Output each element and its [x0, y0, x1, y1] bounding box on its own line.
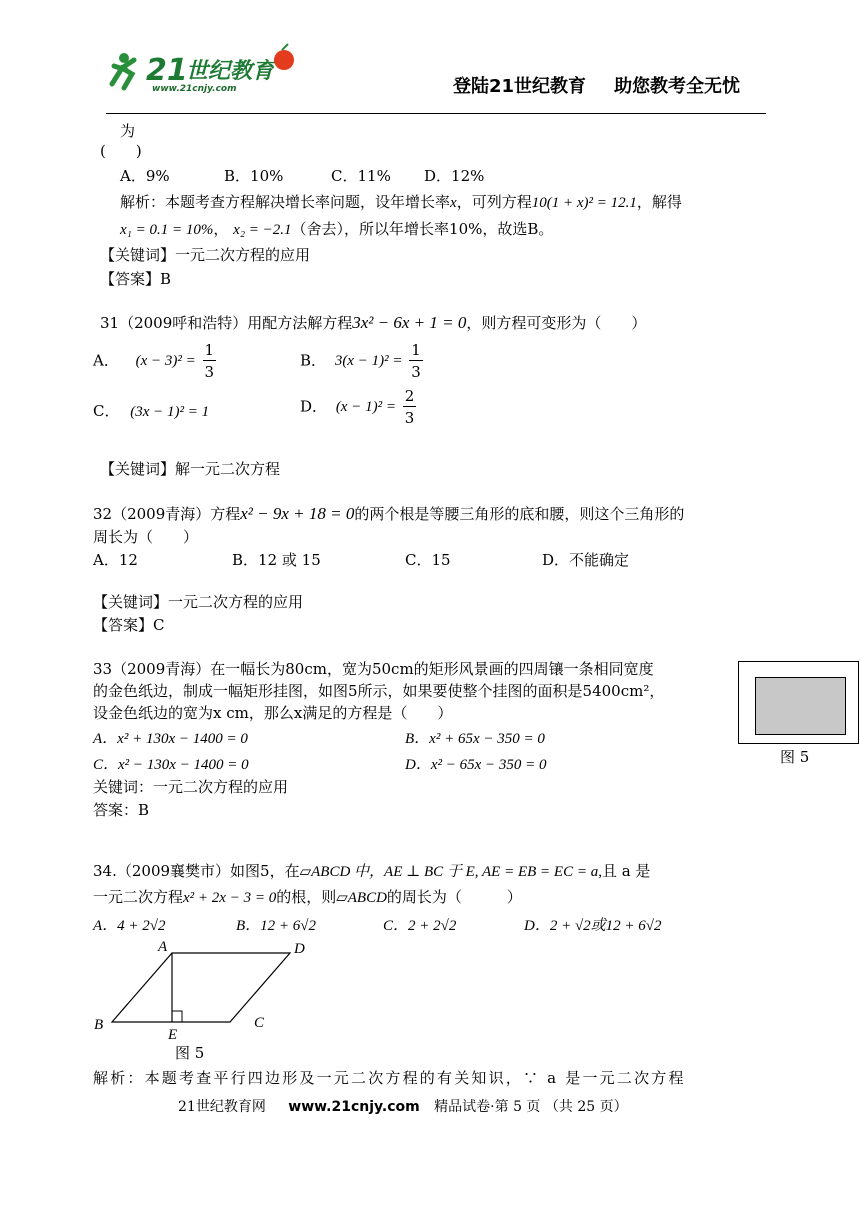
q31-option-b-lhs: 3(x − 1)² =: [334, 353, 403, 369]
q32-option-b: B．12 或 15: [232, 551, 321, 569]
q32-equation: x² − 9x + 18 = 0: [240, 504, 355, 523]
q32-stem-suffix: 的两个根是等腰三角形的底和腰，则这个三角形的: [354, 505, 685, 523]
page-footer: [178, 1096, 628, 1116]
right-angle-mark: [172, 1011, 182, 1022]
q34-parallelogram-figure: [90, 935, 305, 1045]
q34-option-b: B．12 + 6√2: [236, 918, 317, 934]
vertex-label-b: B: [94, 1017, 104, 1033]
q31-equation: 3x² − 6x + 1 = 0: [352, 313, 467, 332]
q30-solution-x1: x₁ = 0.1 = 10%: [120, 222, 214, 238]
q34-figure-caption: 图 5: [175, 1044, 205, 1062]
q30-analysis-prefix: 解析：本题考查方程解决增长率问题，设年增长率: [120, 193, 451, 211]
q31-keyword: 【关键词】解一元二次方程: [100, 460, 281, 478]
q31-option-a: [93, 340, 218, 383]
q31-option-b: [300, 340, 425, 383]
q31-option-a-num: 1: [204, 341, 215, 359]
q34-line2-mid: 的根，则: [276, 888, 337, 906]
q33-option-d: D．x² − 65x − 350 = 0: [405, 757, 547, 773]
q31-stem-suffix: ，则方程可变形为（ ）: [466, 314, 647, 332]
q30-paren: ( ): [100, 142, 142, 160]
q33-line2: 的金色纸边，制成一幅矩形挂图，如图5所示，如果要使整个挂图的面积是5400cm²，: [93, 682, 665, 700]
q32-stem-line2: 周长为（ ）: [93, 528, 199, 546]
q34-line2-math: ▱ABCD: [336, 890, 387, 906]
q33-figure-frame: [738, 661, 859, 744]
q33-figure-picture: [755, 677, 846, 735]
q31-option-b-num: 1: [411, 341, 421, 359]
q32-option-c: C．15: [405, 551, 451, 569]
q34-line2-prefix: 一元二次方程: [93, 888, 184, 906]
q30-solution-x2: x₂ = −2.1: [233, 222, 292, 238]
q31-option-d-lhs: (x − 1)² =: [335, 399, 396, 415]
footer-left: 21世纪教育网: [178, 1099, 266, 1115]
q30-analysis-eq: 10(1 + x)² = 12.1: [531, 195, 637, 211]
q33-option-c: C．x² − 130x − 1400 = 0: [93, 757, 249, 773]
q30-solution-tail: （舍去），所以年增长率10%，故选B。: [291, 220, 554, 238]
q34-line2-suffix: 的周长为（ ）: [386, 888, 522, 906]
site-logo: [104, 40, 304, 104]
q31-option-d: [300, 386, 418, 429]
q31-stem-prefix: 31（2009呼和浩特）用配方法解方程: [100, 314, 353, 332]
footer-url[interactable]: www.21cnjy.com: [288, 1099, 420, 1115]
q31-option-c-label: C．: [93, 402, 120, 420]
q34-line2: [93, 886, 522, 907]
q30-option-b: B．10%: [224, 167, 284, 185]
q30-continuation: 为: [120, 122, 136, 140]
logo-url: www.21cnjy.com: [152, 84, 237, 94]
q31-option-b-den: 3: [411, 363, 421, 381]
q31-option-a-lhs: (x − 3)² =: [135, 353, 196, 369]
q34-line1-suffix: 且 a 是: [601, 862, 651, 880]
svg-text:21: 21: [146, 53, 188, 88]
q32-stem: [93, 503, 684, 524]
vertex-label-c: C: [254, 1015, 265, 1031]
header-title: [453, 72, 740, 98]
q33-line3: 设金色纸边的宽为x cm，那么x满足的方程是（ ）: [93, 704, 453, 722]
q32-answer: 【答案】C: [93, 616, 165, 634]
q33-line1: 33（2009青海）在一幅长为80cm，宽为50cm的矩形风景画的四周镶一条相同宽度: [93, 660, 654, 678]
q30-solution: x₁ = 0.1 = 10%， x₂ = −2.1（舍去），所以年增长率10%，故选B。: [120, 220, 554, 238]
q31-option-a-label: A．: [93, 351, 119, 370]
q34-line1-prefix: 34.（2009襄樊市）如图5，在: [93, 862, 300, 880]
footer-right: 精品试卷·第 5 页 （共 25 页）: [434, 1099, 628, 1115]
header-title-left: 登陆21世纪教育: [453, 76, 587, 97]
q30-analysis-mid: ，可列方程: [456, 193, 532, 211]
q30-keyword: 【关键词】一元二次方程的应用: [100, 246, 311, 264]
q34-line1: [93, 860, 650, 881]
q34-analysis: 解析：本题考查平行四边形及一元二次方程的有关知识，∵ a 是一元二次方程: [93, 1069, 686, 1087]
q31-option-d-label: D．: [300, 397, 328, 416]
q31-option-c: [93, 400, 209, 421]
q32-keyword: 【关键词】一元二次方程的应用: [93, 593, 304, 611]
vertex-label-d: D: [294, 941, 305, 957]
header-rule: [106, 113, 766, 114]
q30-option-d: D．12%: [424, 167, 485, 185]
q33-keyword: 关键词：一元二次方程的应用: [93, 778, 289, 796]
q34-option-c: C．2 + 2√2: [383, 918, 457, 934]
parallelogram-shape: [112, 953, 290, 1022]
svg-text:世纪教育: 世纪教育: [186, 59, 275, 84]
vertex-label-e: E: [168, 1027, 178, 1043]
q32-option-a: A．12: [93, 551, 138, 569]
q31-option-a-den: 3: [204, 363, 215, 381]
q33-option-b: B．x² + 65x − 350 = 0: [405, 731, 545, 747]
q33-answer: 答案：B: [93, 801, 150, 819]
q33-figure-caption: 图 5: [780, 748, 810, 766]
q33-option-a: A．x² + 130x − 1400 = 0: [93, 731, 248, 747]
q34-option-d: D．2 + √2或12 + 6√2: [524, 918, 662, 934]
q30-option-c: C．11%: [331, 167, 391, 185]
q31-option-d-den: 3: [404, 409, 415, 427]
q34-line1-math: ▱ABCD 中，AE ⊥ BC 于 E, AE = EB = EC = a,: [299, 864, 602, 880]
q34-line2-eq: x² + 2x − 3 = 0: [183, 890, 277, 906]
q30-option-a: A．9%: [120, 167, 170, 185]
q30-analysis-suffix: ，解得: [636, 193, 682, 211]
vertex-label-a: A: [158, 939, 168, 955]
q32-option-d: D．不能确定: [542, 551, 630, 569]
q31-stem: [100, 312, 646, 333]
q31-option-b-label: B．: [300, 351, 327, 370]
q31-option-d-num: 2: [404, 387, 415, 405]
q30-answer: 【答案】B: [100, 270, 172, 288]
q31-option-c-eq: (3x − 1)² = 1: [130, 404, 210, 420]
q32-stem-prefix: 32（2009青海）方程: [93, 505, 241, 523]
header-title-right: 助您教考全无忧: [614, 76, 741, 97]
q34-option-a: A．4 + 2√2: [93, 918, 166, 934]
q30-analysis: 解析：本题考查方程解决增长率问题，设年增长率x，可列方程10(1 + x)² = 12.1，解得: [120, 193, 682, 211]
